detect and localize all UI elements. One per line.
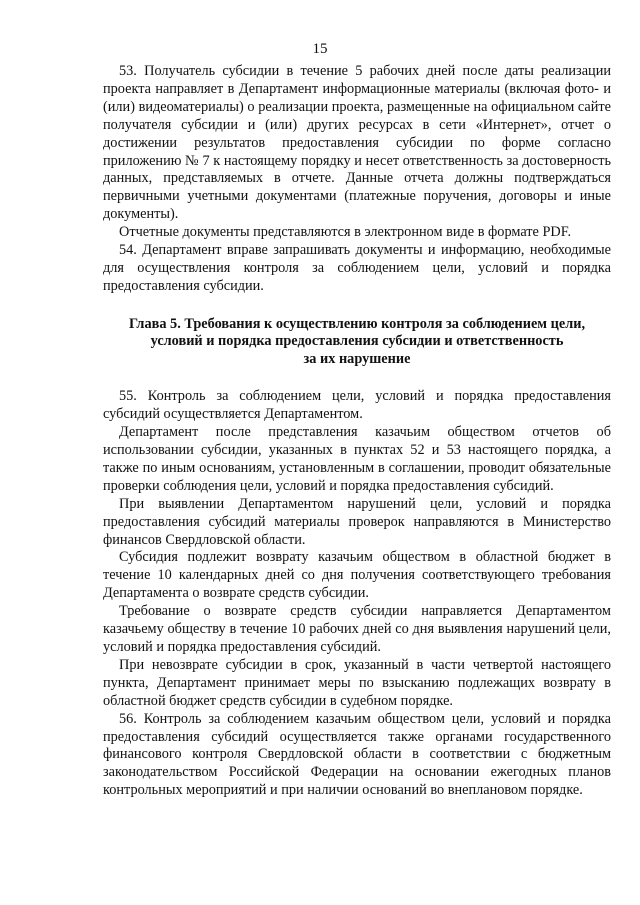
paragraph-refund: Субсидия подлежит возврату казачьим обществом в областной бюджет в течение 10 календарных дней со дня получения соответствующего требования Департамента о возврате средств субсидии. (103, 549, 611, 602)
paragraph-54: 54. Департамент вправе запрашивать документы и информацию, необходимые для осуществления контроля за соблюдением цели, условий и порядка предоставления субсидии. (103, 242, 611, 294)
paragraph-55: 55. Контроль за соблюдением цели, условий и порядка предоставления субсидий осуществляется Департаментом. (103, 388, 611, 423)
paragraph-refund-request: Требование о возврате средств субсидии направляется Департаментом казачьему обществу в течение 10 рабочих дней со дня выявления нарушений цели, условий и порядка предоставления субсидий. (103, 603, 611, 655)
page-number: 15 (312, 41, 328, 57)
chapter-heading-line-3: за их нарушение (303, 350, 411, 367)
paragraph-53: 53. Получатель субсидии в течение 5 рабочих дней после даты реализации проекта направляет в Департамент информационные материалы (включая фото- и (или) видеоматериалы) о реализации проекта, размещенные на официальном сайте получателя субсидии и (или) других ресурсах в сети «Интернет», отчет о достижении результатов предоставления субсидии по форме согласно приложению № 7 к настоящему порядку и несет ответственность за достоверность данных, представляемых в отчете. Данные отчета должны подтверждаться первичными учетными документами (платежные поручения, договоры и иные документы). (103, 63, 611, 223)
chapter-heading (103, 316, 611, 369)
chapter-heading-line-1: Глава 5. Требования к осуществлению контроля за соблюдением цели, (128, 315, 586, 332)
document-body (103, 63, 611, 800)
paragraph-56: 56. Контроль за соблюдением казачьим обществом цели, условий и порядка предоставления субсидий осуществляется также органами государственного финансового контроля Свердловской области в соответствии с бюджетным законодательством Российской Федерации на основании ежегодных планов контрольных мероприятий и при наличии оснований во внеплановом порядке. (103, 710, 611, 799)
chapter-heading-line-2: условий и порядка предоставления субсидии и ответственность (150, 333, 564, 350)
paragraph-recovery: При невозврате субсидии в срок, указанный в части четвертой настоящего пункта, Департамент принимает меры по взысканию подлежащих возврату в областной бюджет средств субсидии в судебном порядке. (103, 656, 611, 709)
paragraph-pdf-format: Отчетные документы представляются в электронном виде в формате PDF. (119, 224, 572, 241)
paragraph-violations: При выявлении Департаментом нарушений цели, условий и порядка предоставления субсидий материалы проверок направляются в Министерство финансов Свердловской области. (103, 495, 611, 548)
paragraph-inspections: Департамент после представления казачьим обществом отчетов об использовании субсидии, указанных в пунктах 52 и 53 настоящего порядка, а также по иным основаниям, установленным в соглашении, проводит обязательные проверки соблюдения цели, условий и порядка предоставления субсидий. (103, 424, 611, 494)
